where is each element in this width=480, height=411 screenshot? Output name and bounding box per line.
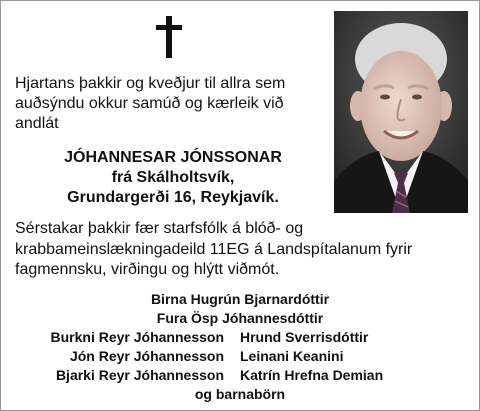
cross-icon bbox=[156, 16, 182, 58]
signature-name: Bjarki Reyr Jóhannesson bbox=[55, 367, 224, 383]
signatures-right-column bbox=[240, 290, 480, 385]
signature-name: Hrund Sverrisdóttir bbox=[240, 329, 369, 345]
signature-name: Jón Reyr Jóhannesson bbox=[69, 348, 224, 364]
intro-text: Hjartans þakkir og kveðjur til allra sem auðsýndu okkur samúð og kærleik við andlát bbox=[15, 75, 286, 132]
signatures-left-column bbox=[37, 290, 224, 385]
signature-name: Leinani Keanini bbox=[240, 348, 344, 364]
deceased-address: Grundargerði 16, Reykjavík. bbox=[67, 189, 279, 206]
signature-name: Burkni Reyr Jóhannesson bbox=[50, 329, 224, 345]
signature-closing: og barnabörn bbox=[194, 386, 286, 402]
portrait-photo bbox=[334, 11, 468, 213]
deceased-name: JÓHANNESAR JÓNSSONAR bbox=[64, 149, 282, 166]
deceased-block bbox=[8, 148, 338, 208]
thanks-text: Sérstakar þakkir fær starfsfólk á blóð- og krabbameinslækningadeild 11EG á Landspítalanum fyrir fagmennsku, virðingu og hlýtt viðmót. bbox=[15, 220, 413, 278]
signature-name: Katrín Hrefna Demian bbox=[240, 367, 384, 383]
signature-name: Fura Ösp Jóhannesdóttir bbox=[156, 310, 324, 326]
signature-name: Birna Hugrún Bjarnardóttir bbox=[150, 291, 330, 307]
deceased-origin: frá Skálholtsvík, bbox=[111, 169, 235, 186]
